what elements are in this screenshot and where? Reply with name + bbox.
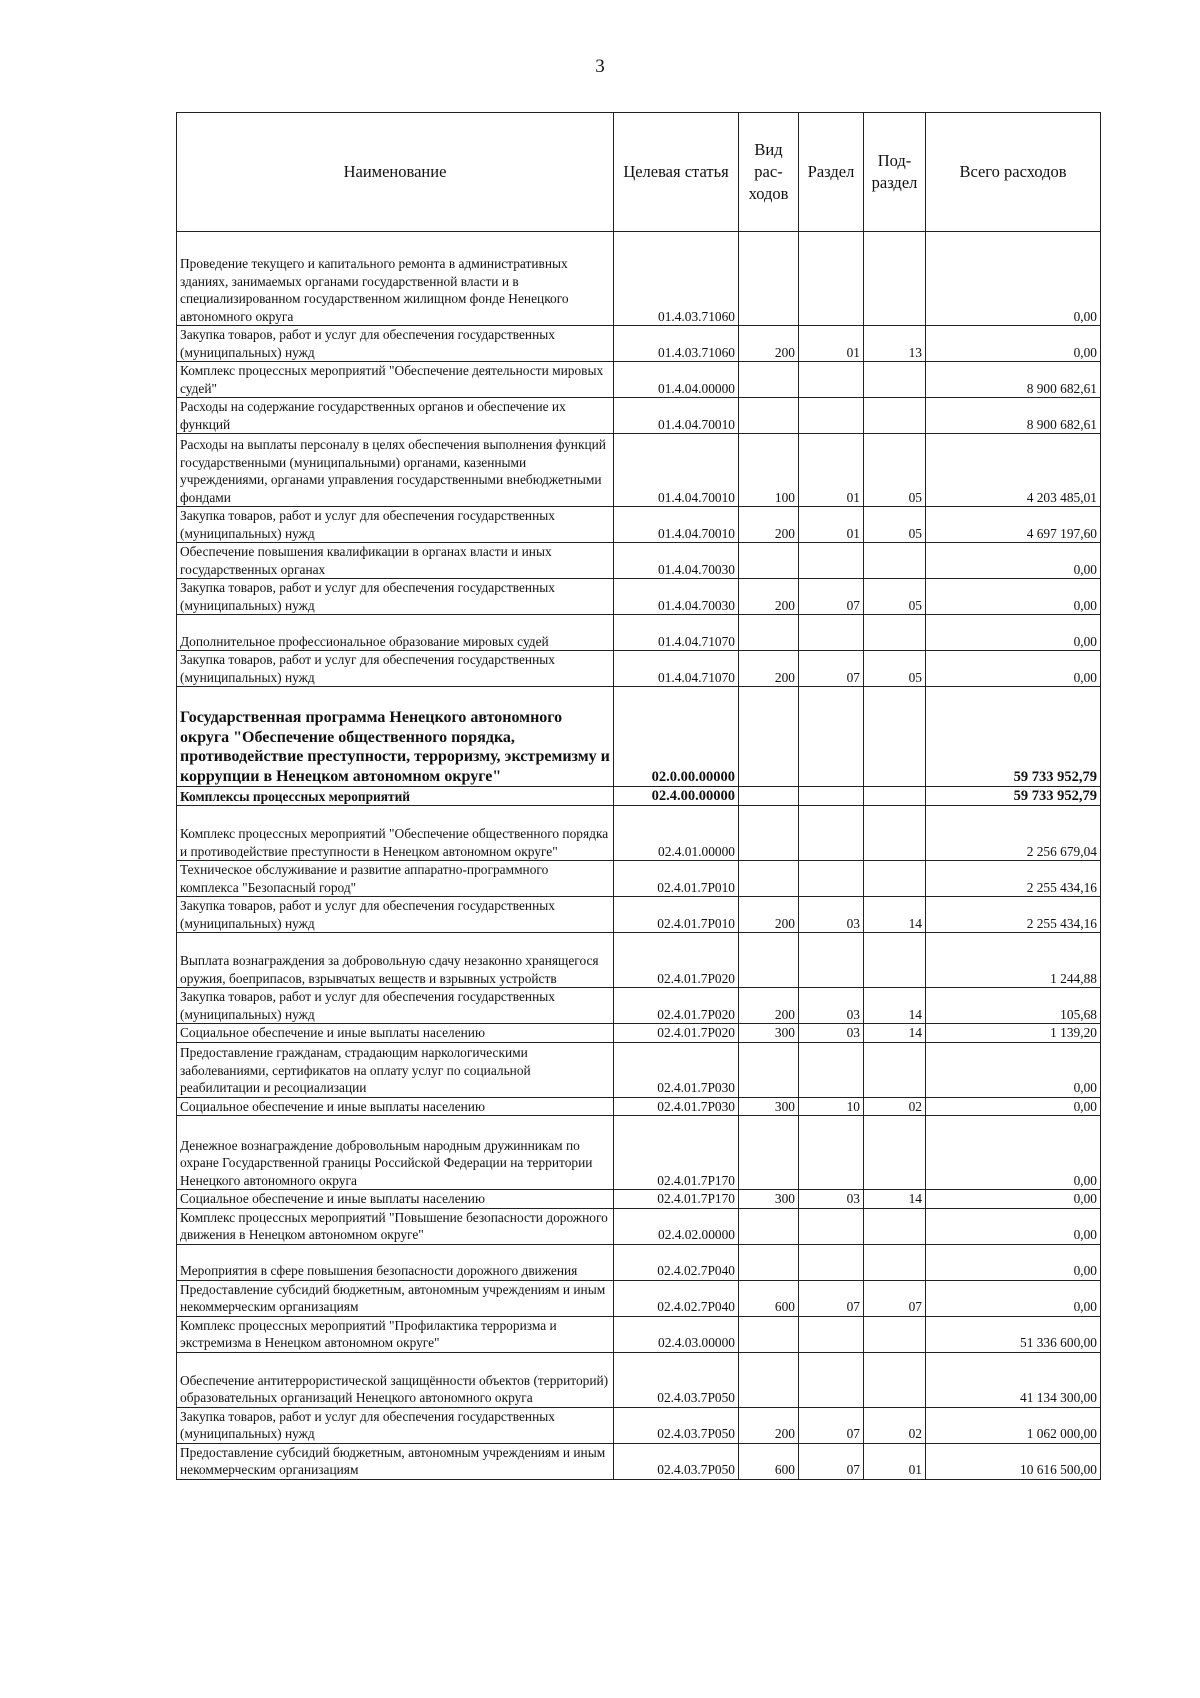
row-total: 1 062 000,00	[926, 1407, 1101, 1443]
row-total: 51 336 600,00	[926, 1316, 1101, 1352]
row-total: 0,00	[926, 1280, 1101, 1316]
row-expense-type: 300	[739, 1190, 799, 1209]
row-name: Закупка товаров, работ и услуг для обеспечения государственных (муниципальных) нужд	[177, 579, 614, 615]
table-row	[177, 988, 1101, 1024]
row-section: 03	[799, 897, 864, 933]
header-target-article: Целевая статья	[614, 113, 739, 232]
row-section	[799, 806, 864, 861]
row-section	[799, 933, 864, 988]
row-expense-type: 600	[739, 1280, 799, 1316]
table-row	[177, 806, 1101, 861]
row-section	[799, 232, 864, 326]
row-name: Закупка товаров, работ и услуг для обеспечения государственных (муниципальных) нужд	[177, 507, 614, 543]
row-expense-type: 200	[739, 988, 799, 1024]
table-row	[177, 1116, 1101, 1190]
row-expense-type: 200	[739, 897, 799, 933]
table-row	[177, 1280, 1101, 1316]
row-name: Техническое обслуживание и развитие аппаратно-программного комплекса "Безопасный город"	[177, 861, 614, 897]
row-code: 02.4.03.00000	[614, 1316, 739, 1352]
row-section	[799, 398, 864, 434]
row-code: 02.4.03.7Р050	[614, 1407, 739, 1443]
row-code: 02.4.01.7Р020	[614, 988, 739, 1024]
row-subsection	[864, 1208, 926, 1244]
table-row	[177, 326, 1101, 362]
row-name: Предоставление субсидий бюджетным, автономным учреждениям и иным некоммерческим организациям	[177, 1443, 614, 1479]
row-section	[799, 861, 864, 897]
row-name: Расходы на содержание государственных органов и обеспечение их функций	[177, 398, 614, 434]
row-expense-type	[739, 806, 799, 861]
row-total: 0,00	[926, 1190, 1101, 1209]
row-total: 0,00	[926, 232, 1101, 326]
row-code: 02.0.00.00000	[614, 687, 739, 787]
table-row	[177, 1208, 1101, 1244]
row-expense-type	[739, 362, 799, 398]
table-row	[177, 1244, 1101, 1280]
table-row	[177, 507, 1101, 543]
row-subsection: 05	[864, 434, 926, 507]
row-expense-type	[739, 398, 799, 434]
row-expense-type	[739, 687, 799, 787]
row-total: 0,00	[926, 1042, 1101, 1097]
row-total: 0,00	[926, 579, 1101, 615]
row-section	[799, 543, 864, 579]
row-total: 0,00	[926, 326, 1101, 362]
budget-table	[176, 112, 1101, 1480]
row-name: Дополнительное профессиональное образование мировых судей	[177, 615, 614, 651]
row-subsection: 02	[864, 1407, 926, 1443]
row-code: 02.4.01.00000	[614, 806, 739, 861]
row-section: 03	[799, 988, 864, 1024]
row-total: 2 255 434,16	[926, 861, 1101, 897]
row-name: Закупка товаров, работ и услуг для обеспечения государственных (муниципальных) нужд	[177, 326, 614, 362]
row-name: Проведение текущего и капитального ремонта в административных зданиях, занимаемых органами государственной власти и в специализированном государственном жилищном фонде Ненецкого автономного округа	[177, 232, 614, 326]
row-name: Предоставление гражданам, страдающим наркологическими заболеваниями, сертификатов на оплату услуг по социальной реабилитации и ресоциализации	[177, 1042, 614, 1097]
table-row	[177, 933, 1101, 988]
row-expense-type	[739, 1316, 799, 1352]
row-total: 1 244,88	[926, 933, 1101, 988]
header-section: Раздел	[799, 113, 864, 232]
table-row	[177, 1407, 1101, 1443]
row-section: 03	[799, 1190, 864, 1209]
row-section: 10	[799, 1097, 864, 1116]
row-code: 01.4.04.70010	[614, 434, 739, 507]
row-expense-type: 600	[739, 1443, 799, 1479]
row-code: 02.4.01.7Р170	[614, 1116, 739, 1190]
row-name: Денежное вознаграждение добровольным народным дружинникам по охране Государственной границы Российской Федерации на территории Ненецкого автономного округа	[177, 1116, 614, 1190]
page-number: 3	[595, 56, 605, 77]
row-subsection: 14	[864, 1190, 926, 1209]
row-code: 02.4.02.7Р040	[614, 1280, 739, 1316]
row-name: Комплекс процессных мероприятий "Повышение безопасности дорожного движения в Ненецком автономном округе"	[177, 1208, 614, 1244]
row-name: Выплата вознаграждения за добровольную сдачу незаконно хранящегося оружия, боеприпасов, взрывчатых веществ и взрывных устройств	[177, 933, 614, 988]
row-subsection	[864, 687, 926, 787]
row-name: Закупка товаров, работ и услуг для обеспечения государственных (муниципальных) нужд	[177, 651, 614, 687]
row-section	[799, 615, 864, 651]
table-row	[177, 861, 1101, 897]
row-section	[799, 362, 864, 398]
row-subsection	[864, 362, 926, 398]
row-name: Обеспечение повышения квалификации в органах власти и иных государственных органах	[177, 543, 614, 579]
row-expense-type	[739, 787, 799, 806]
row-total: 4 203 485,01	[926, 434, 1101, 507]
table-row	[177, 1042, 1101, 1097]
row-name: Расходы на выплаты персоналу в целях обеспечения выполнения функций государственными (муниципальными) органами, казенными учреждениями, органами управления государственными внебюджетными фондами	[177, 434, 614, 507]
row-code: 01.4.04.00000	[614, 362, 739, 398]
row-section	[799, 1244, 864, 1280]
row-section: 03	[799, 1024, 864, 1043]
row-section: 07	[799, 651, 864, 687]
row-total: 0,00	[926, 1208, 1101, 1244]
row-section	[799, 1116, 864, 1190]
row-code: 01.4.04.70030	[614, 543, 739, 579]
row-code: 02.4.01.7Р010	[614, 861, 739, 897]
row-code: 02.4.01.7Р020	[614, 1024, 739, 1043]
row-section: 07	[799, 579, 864, 615]
row-code: 01.4.04.70010	[614, 507, 739, 543]
table-row	[177, 1443, 1101, 1479]
row-total: 0,00	[926, 1244, 1101, 1280]
row-name: Закупка товаров, работ и услуг для обеспечения государственных (муниципальных) нужд	[177, 988, 614, 1024]
row-subsection	[864, 615, 926, 651]
row-name: Социальное обеспечение и иные выплаты населению	[177, 1024, 614, 1043]
row-subsection: 14	[864, 988, 926, 1024]
row-total: 2 256 679,04	[926, 806, 1101, 861]
row-subsection: 14	[864, 1024, 926, 1043]
table-row	[177, 398, 1101, 434]
row-section	[799, 1208, 864, 1244]
row-expense-type	[739, 861, 799, 897]
table-row	[177, 434, 1101, 507]
header-subsection: Под-раздел	[864, 113, 926, 232]
row-name: Государственная программа Ненецкого автономного округа "Обеспечение общественного порядка, противодействие преступности, терроризму, экстремизму и коррупции в Ненецком автономном округе"	[177, 687, 614, 787]
row-name: Предоставление субсидий бюджетным, автономным учреждениям и иным некоммерческим организациям	[177, 1280, 614, 1316]
table-row	[177, 651, 1101, 687]
row-total: 8 900 682,61	[926, 398, 1101, 434]
row-expense-type	[739, 543, 799, 579]
row-total: 10 616 500,00	[926, 1443, 1101, 1479]
row-section: 07	[799, 1443, 864, 1479]
row-section: 01	[799, 507, 864, 543]
row-name: Комплекс процессных мероприятий "Обеспечение деятельности мировых судей"	[177, 362, 614, 398]
row-expense-type	[739, 1116, 799, 1190]
row-subsection: 05	[864, 651, 926, 687]
row-total: 59 733 952,79	[926, 787, 1101, 806]
header-name: Наименование	[177, 113, 614, 232]
row-total: 59 733 952,79	[926, 687, 1101, 787]
row-subsection	[864, 933, 926, 988]
row-code: 02.4.01.7Р030	[614, 1097, 739, 1116]
row-subsection: 02	[864, 1097, 926, 1116]
row-total: 2 255 434,16	[926, 897, 1101, 933]
row-subsection	[864, 806, 926, 861]
table-row	[177, 579, 1101, 615]
row-code: 01.4.04.71070	[614, 651, 739, 687]
row-section	[799, 687, 864, 787]
row-expense-type	[739, 933, 799, 988]
row-subsection	[864, 787, 926, 806]
row-subsection: 01	[864, 1443, 926, 1479]
row-code: 02.4.01.7Р170	[614, 1190, 739, 1209]
row-total: 0,00	[926, 615, 1101, 651]
row-total: 8 900 682,61	[926, 362, 1101, 398]
row-section: 07	[799, 1407, 864, 1443]
row-code: 01.4.03.71060	[614, 232, 739, 326]
row-subsection	[864, 1316, 926, 1352]
row-total: 0,00	[926, 1116, 1101, 1190]
row-expense-type: 300	[739, 1024, 799, 1043]
row-subsection	[864, 543, 926, 579]
table-header-row	[177, 113, 1101, 232]
row-total: 0,00	[926, 651, 1101, 687]
row-subsection: 13	[864, 326, 926, 362]
row-total: 41 134 300,00	[926, 1352, 1101, 1407]
row-section: 07	[799, 1280, 864, 1316]
table-row	[177, 1352, 1101, 1407]
row-section	[799, 1316, 864, 1352]
row-total: 4 697 197,60	[926, 507, 1101, 543]
row-expense-type: 200	[739, 651, 799, 687]
row-expense-type: 200	[739, 579, 799, 615]
row-name: Социальное обеспечение и иные выплаты населению	[177, 1097, 614, 1116]
row-code: 01.4.04.70030	[614, 579, 739, 615]
row-code: 01.4.04.70010	[614, 398, 739, 434]
row-section	[799, 1352, 864, 1407]
row-subsection: 07	[864, 1280, 926, 1316]
header-expense-type: Вид рас-ходов	[739, 113, 799, 232]
header-total: Всего расходов	[926, 113, 1101, 232]
row-code: 02.4.03.7Р050	[614, 1443, 739, 1479]
row-expense-type	[739, 1208, 799, 1244]
row-total: 0,00	[926, 1097, 1101, 1116]
row-section	[799, 787, 864, 806]
row-expense-type	[739, 1352, 799, 1407]
row-expense-type: 200	[739, 1407, 799, 1443]
row-expense-type: 200	[739, 326, 799, 362]
row-expense-type	[739, 615, 799, 651]
table-row	[177, 615, 1101, 651]
row-subsection	[864, 398, 926, 434]
row-expense-type	[739, 1042, 799, 1097]
table-row	[177, 232, 1101, 326]
row-code: 02.4.03.7Р050	[614, 1352, 739, 1407]
table-row	[177, 897, 1101, 933]
row-code: 02.4.02.7Р040	[614, 1244, 739, 1280]
row-total: 0,00	[926, 543, 1101, 579]
row-subsection: 14	[864, 897, 926, 933]
table-row	[177, 543, 1101, 579]
row-name: Мероприятия в сфере повышения безопасности дорожного движения	[177, 1244, 614, 1280]
row-total: 105,68	[926, 988, 1101, 1024]
row-name: Комплекс процессных мероприятий "Обеспечение общественного порядка и противодействие преступности в Ненецком автономном округе"	[177, 806, 614, 861]
row-expense-type: 300	[739, 1097, 799, 1116]
table-row	[177, 787, 1101, 806]
row-code: 02.4.01.7Р030	[614, 1042, 739, 1097]
row-expense-type	[739, 232, 799, 326]
row-subsection	[864, 1042, 926, 1097]
table-row	[177, 1024, 1101, 1043]
row-section: 01	[799, 434, 864, 507]
table-row	[177, 362, 1101, 398]
row-name: Комплекс процессных мероприятий "Профилактика терроризма и экстремизма в Ненецком автономном округе"	[177, 1316, 614, 1352]
row-name: Закупка товаров, работ и услуг для обеспечения государственных (муниципальных) нужд	[177, 1407, 614, 1443]
row-expense-type	[739, 1244, 799, 1280]
table-row-program	[177, 687, 1101, 787]
row-code: 01.4.04.71070	[614, 615, 739, 651]
row-subsection: 05	[864, 507, 926, 543]
table-row	[177, 1190, 1101, 1209]
row-code: 01.4.03.71060	[614, 326, 739, 362]
row-expense-type: 200	[739, 507, 799, 543]
row-subsection: 05	[864, 579, 926, 615]
row-code: 02.4.01.7Р010	[614, 897, 739, 933]
table-row	[177, 1316, 1101, 1352]
row-section	[799, 1042, 864, 1097]
row-subsection	[864, 861, 926, 897]
row-subsection	[864, 1244, 926, 1280]
row-code: 02.4.00.00000	[614, 787, 739, 806]
row-name: Комплексы процессных мероприятий	[177, 787, 614, 806]
row-subsection	[864, 232, 926, 326]
row-subsection	[864, 1352, 926, 1407]
row-section: 01	[799, 326, 864, 362]
row-name: Социальное обеспечение и иные выплаты населению	[177, 1190, 614, 1209]
row-name: Закупка товаров, работ и услуг для обеспечения государственных (муниципальных) нужд	[177, 897, 614, 933]
row-subsection	[864, 1116, 926, 1190]
table-row	[177, 1097, 1101, 1116]
row-expense-type: 100	[739, 434, 799, 507]
row-code: 02.4.01.7Р020	[614, 933, 739, 988]
row-total: 1 139,20	[926, 1024, 1101, 1043]
row-code: 02.4.02.00000	[614, 1208, 739, 1244]
row-name: Обеспечение антитеррористической защищённости объектов (территорий) образовательных организаций Ненецкого автономного округа	[177, 1352, 614, 1407]
